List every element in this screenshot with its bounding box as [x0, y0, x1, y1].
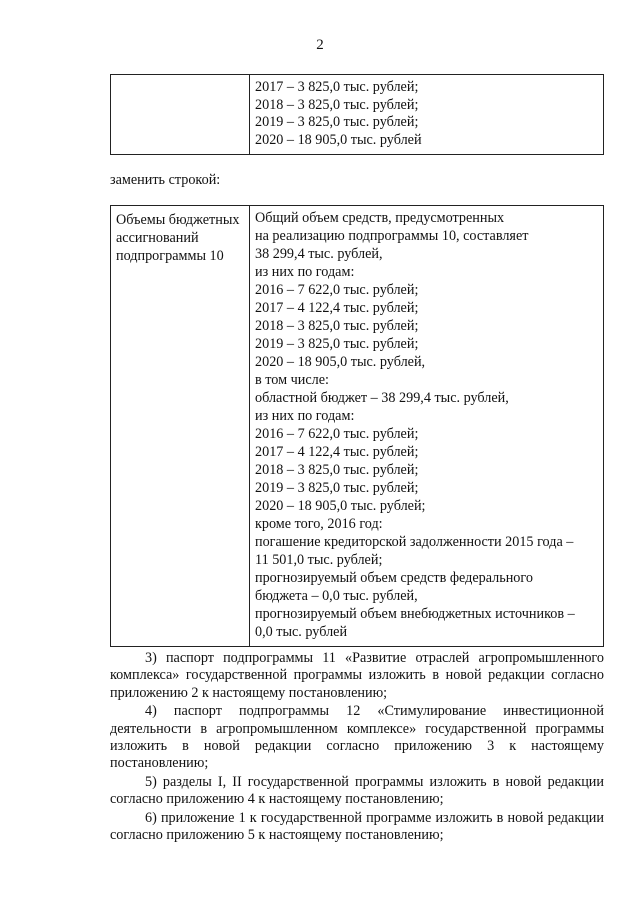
funding-line: 2020 – 18 905,0 тыс. рублей: [255, 131, 422, 148]
replace-instruction: заменить строкой:: [110, 172, 221, 188]
detail-line: из них по годам:: [255, 408, 355, 424]
detail-line: 2019 – 3 825,0 тыс. рублей;: [255, 336, 419, 352]
empty-label-cell: [111, 75, 250, 155]
detail-line: прогнозируемый объем внебюджетных источников –: [255, 606, 575, 622]
detail-line: кроме того, 2016 год:: [255, 516, 383, 532]
amendment-item: 6) приложение 1 к государственной программе изложить в новой редакции согласно приложению 5 к настоящему постановлению;: [110, 809, 604, 844]
detail-line: 2018 – 3 825,0 тыс. рублей;: [255, 318, 419, 334]
detail-line: 2019 – 3 825,0 тыс. рублей;: [255, 480, 419, 496]
detail-line: 11 501,0 тыс. рублей;: [255, 552, 383, 568]
detail-line: 2018 – 3 825,0 тыс. рублей;: [255, 462, 419, 478]
detail-line: бюджета – 0,0 тыс. рублей,: [255, 588, 418, 604]
table-row: [111, 75, 604, 155]
amendment-item: 4) паспорт подпрограммы 12 «Стимулирование инвестиционной деятельности в агропромышленном комплексе» государственной программы изложить в новой редакции согласно приложению 3 к настоящему постановлению;: [110, 703, 604, 772]
detail-line: прогнозируемый объем средств федерального: [255, 570, 533, 586]
label-line: Объемы бюджетных: [116, 212, 240, 228]
detail-line: 2016 – 7 622,0 тыс. рублей;: [255, 282, 419, 298]
amendment-item: 3) паспорт подпрограммы 11 «Развитие отраслей агропромышленного комплекса» государственной программы изложить в новой редакции согласно приложению 2 к настоящему постановлению;: [110, 650, 604, 701]
table-row: [111, 206, 604, 647]
amendment-list: [110, 650, 604, 844]
detail-line: из них по годам:: [255, 264, 355, 280]
funding-line: 2018 – 3 825,0 тыс. рублей;: [255, 96, 419, 113]
funding-details-cell: [250, 206, 604, 647]
new-funding-table: [110, 205, 604, 647]
funding-line: 2019 – 3 825,0 тыс. рублей;: [255, 114, 419, 130]
detail-line: 2017 – 4 122,4 тыс. рублей;: [255, 444, 419, 460]
label-line: подпрограммы 10: [116, 248, 224, 264]
detail-line: Общий объем средств, предусмотренных: [255, 210, 505, 226]
label-line: ассигнований: [116, 230, 199, 246]
amendment-item: 5) разделы I, II государственной программы изложить в новой редакции согласно приложению 4 к настоящему постановлению;: [110, 773, 604, 808]
detail-line: 38 299,4 тыс. рублей,: [255, 246, 383, 262]
detail-line: в том числе:: [255, 372, 329, 388]
label-cell: [111, 206, 250, 647]
detail-line: 0,0 тыс. рублей: [255, 624, 348, 640]
funding-years-cell: [250, 75, 604, 155]
previous-funding-table: [110, 74, 604, 155]
funding-line: 2017 – 3 825,0 тыс. рублей;: [255, 79, 419, 95]
detail-line: погашение кредиторской задолженности 2015 года –: [255, 534, 574, 550]
page-number: 2: [316, 37, 324, 53]
detail-line: 2020 – 18 905,0 тыс. рублей;: [255, 498, 426, 514]
detail-line: областной бюджет – 38 299,4 тыс. рублей,: [255, 390, 509, 406]
detail-line: на реализацию подпрограммы 10, составляет: [255, 228, 529, 244]
detail-line: 2020 – 18 905,0 тыс. рублей,: [255, 354, 426, 370]
detail-line: 2016 – 7 622,0 тыс. рублей;: [255, 426, 419, 442]
detail-line: 2017 – 4 122,4 тыс. рублей;: [255, 300, 419, 316]
